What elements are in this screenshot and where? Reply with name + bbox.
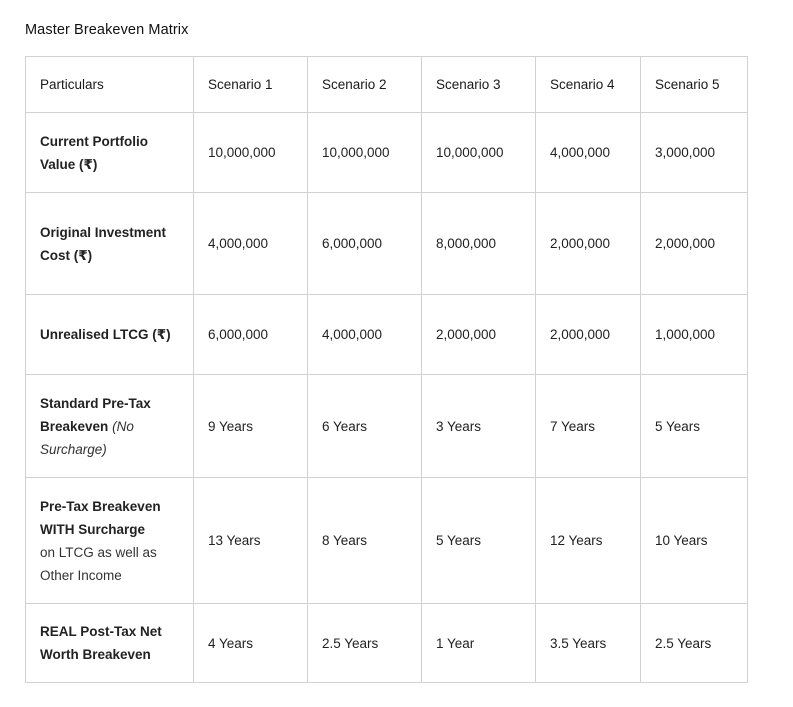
- cell-value: 3 Years: [422, 375, 536, 478]
- table-row: [26, 295, 748, 375]
- table-header-row: [26, 57, 748, 113]
- cell-value: 12 Years: [536, 478, 641, 604]
- cell-value: 10 Years: [641, 478, 748, 604]
- row-label-text: Pre-Tax Breakeven WITH Surcharge: [40, 498, 161, 537]
- row-label-text: REAL Post-Tax Net Worth Breakeven: [40, 624, 162, 662]
- header-scenario-3: Scenario 3: [422, 57, 536, 113]
- table-row: [26, 193, 748, 295]
- row-label-current-portfolio-value: [26, 113, 194, 193]
- cell-value: 2,000,000: [422, 295, 536, 375]
- cell-value: 2,000,000: [641, 193, 748, 295]
- cell-value: 4,000,000: [536, 113, 641, 193]
- header-scenario-5: Scenario 5: [641, 57, 748, 113]
- cell-value: 1 Year: [422, 604, 536, 683]
- header-scenario-1: Scenario 1: [194, 57, 308, 113]
- row-label-unrealised-ltcg: [26, 295, 194, 375]
- table-row: [26, 604, 748, 683]
- cell-value: 4 Years: [194, 604, 308, 683]
- row-label-pre-tax-breakeven-with-surcharge: [26, 478, 194, 604]
- row-label-real-post-tax-net-worth-breakeven: [26, 604, 194, 683]
- cell-value: 7 Years: [536, 375, 641, 478]
- row-label-note: (No Surcharge): [40, 418, 134, 457]
- row-label-text: Current Portfolio Value (₹): [40, 133, 148, 172]
- header-scenario-2: Scenario 2: [308, 57, 422, 113]
- row-label-note: on LTCG as well as Other Income: [40, 544, 157, 583]
- header-scenario-4: Scenario 4: [536, 57, 641, 113]
- row-label-text: Unrealised LTCG (₹): [40, 327, 171, 342]
- row-label-text: Original Investment Cost (₹): [40, 224, 167, 263]
- cell-value: 5 Years: [422, 478, 536, 604]
- cell-value: 4,000,000: [194, 193, 308, 295]
- cell-value: 8 Years: [308, 478, 422, 604]
- row-label-text: Standard Pre-Tax Breakeven: [40, 395, 151, 434]
- cell-value: 3,000,000: [641, 113, 748, 193]
- header-particulars: Particulars: [26, 57, 194, 113]
- table-row: [26, 113, 748, 193]
- cell-value: 4,000,000: [308, 295, 422, 375]
- row-label-standard-pre-tax-breakeven: [26, 375, 194, 478]
- cell-value: 6,000,000: [194, 295, 308, 375]
- cell-value: 2.5 Years: [308, 604, 422, 683]
- cell-value: 3.5 Years: [536, 604, 641, 683]
- cell-value: 10,000,000: [422, 113, 536, 193]
- cell-value: 2.5 Years: [641, 604, 748, 683]
- cell-value: 1,000,000: [641, 295, 748, 375]
- cell-value: 2,000,000: [536, 193, 641, 295]
- cell-value: 6,000,000: [308, 193, 422, 295]
- table-row: [26, 478, 748, 604]
- cell-value: 9 Years: [194, 375, 308, 478]
- row-label-original-investment-cost: [26, 193, 194, 295]
- cell-value: 13 Years: [194, 478, 308, 604]
- cell-value: 8,000,000: [422, 193, 536, 295]
- cell-value: 10,000,000: [308, 113, 422, 193]
- page-title: Master Breakeven Matrix: [25, 22, 189, 38]
- table-row: [26, 375, 748, 478]
- cell-value: 2,000,000: [536, 295, 641, 375]
- cell-value: 10,000,000: [194, 113, 308, 193]
- breakeven-matrix-table: [25, 56, 748, 683]
- cell-value: 6 Years: [308, 375, 422, 478]
- cell-value: 5 Years: [641, 375, 748, 478]
